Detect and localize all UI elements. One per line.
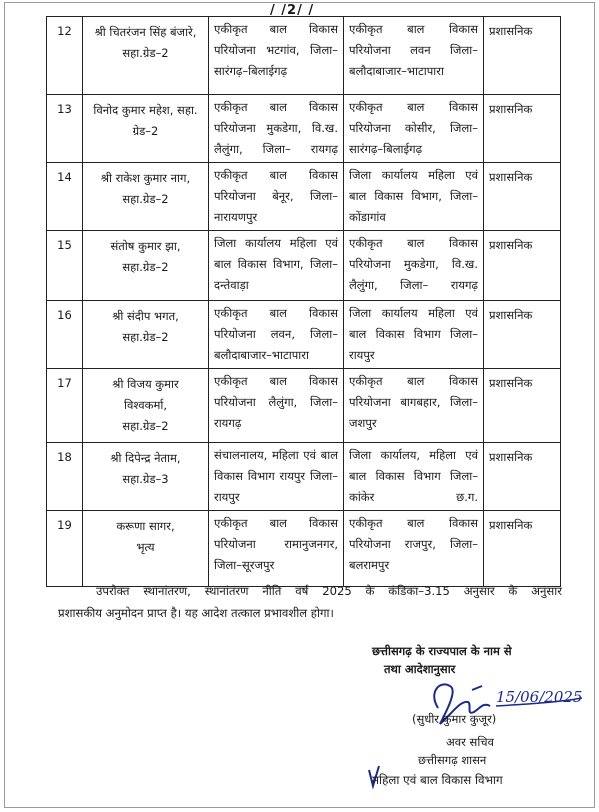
employee-name-line: श्री दिपेन्द्र नेताम, <box>110 451 181 465</box>
current-posting-cell: एकीकृत बाल विकास परियोजना लवन, जिला–बलौदाबाजार–भाटापारा <box>209 301 344 369</box>
new-posting-cell: एकीकृत बाल विकास परियोजना मुकडेगा, वि.ख. लैलुंगा, जिला– रायगढ़ <box>344 231 484 301</box>
table-row <box>47 163 561 231</box>
employee-name-line: श्री संदीप भगत, <box>112 309 179 323</box>
order-paragraph <box>58 580 562 624</box>
table-row <box>47 231 561 301</box>
employee-name-line: विश्वकर्मा, <box>124 398 167 412</box>
serial-number-cell: 15 <box>47 231 83 301</box>
employee-name-line: ग्रेड–2 <box>132 124 159 138</box>
transfer-type-cell: प्रशासनिक <box>484 369 561 443</box>
table-row <box>47 511 561 587</box>
employee-name-line: श्री राकेश कुमार नाग, <box>100 171 191 185</box>
employee-name-cell <box>83 369 209 443</box>
employee-name-line: श्री चितरंजन सिंह बंजारे, <box>94 25 197 39</box>
employee-name-cell <box>83 443 209 511</box>
serial-number-cell: 18 <box>47 443 83 511</box>
table-row <box>47 301 561 369</box>
current-posting-cell: संचालनालय, महिला एवं बाल विकास विभाग रायपुर जिला–रायपुर <box>209 443 344 511</box>
government-name: छत्तीसगढ़ शासन <box>418 753 487 767</box>
employee-name-line: सहा.ग्रेड–2 <box>122 46 169 60</box>
transfer-type-cell: प्रशासनिक <box>484 17 561 95</box>
current-posting-cell: जिला कार्यालय महिला एवं बाल विकास विभाग, जिला– दन्तेवाड़ा <box>209 231 344 301</box>
page-number: / /2/ / <box>270 3 315 18</box>
employee-name-line: भृत्य <box>136 540 155 554</box>
transfer-table <box>46 16 561 587</box>
employee-name-line: संतोष कुमार झा, <box>110 239 181 253</box>
employee-name-cell <box>83 301 209 369</box>
serial-number-cell: 17 <box>47 369 83 443</box>
new-posting-cell: जिला कार्यालय महिला एवं बाल विकास विभाग, जिला–कोंडागांव <box>344 163 484 231</box>
serial-number-cell: 13 <box>47 95 83 163</box>
paragraph-line-2: प्रशासकीय अनुमोदन प्राप्त है। यह आदेश तत्काल प्रभावशील होगा। <box>58 606 334 620</box>
table-row <box>47 17 561 95</box>
current-posting-cell: एकीकृत बाल विकास परियोजना भटगांव, जिला–सारंगढ़–बिलाईगढ़ <box>209 17 344 95</box>
officer-designation: अवर सचिव <box>446 735 494 749</box>
new-posting-cell: एकीकृत बाल विकास परियोजना लवन जिला–बलौदाबाजार–भाटापारा <box>344 17 484 95</box>
new-posting-cell: जिला कार्यालय महिला एवं बाल विकास विभाग जिला–रायपुर <box>344 301 484 369</box>
paragraph-line-1: उपरोक्त स्थानांतरण, स्थानांतरण नीति वर्ष 2025 के कंडिका–3.15 अनुसार के अनुसार <box>96 584 562 598</box>
employee-name-cell <box>83 17 209 95</box>
governor-name-line: छत्तीसगढ़ के राज्यपाल के नाम से <box>372 644 512 658</box>
department-name: महिला एवं बाल विकास विभाग <box>372 773 503 787</box>
table-row <box>47 369 561 443</box>
employee-name-line: सहा.ग्रेड–2 <box>122 192 169 206</box>
current-posting-cell: एकीकृत बाल विकास परियोजना रामानुजनगर, जिला–सूरजपुर <box>209 511 344 587</box>
current-posting-cell: एकीकृत बाल विकास परियोजना लैलुंगा, जिला–रायगढ़ <box>209 369 344 443</box>
signature-date: 15/06/2025 <box>496 688 583 706</box>
by-order-line: तथा आदेशानुसार <box>384 662 456 676</box>
employee-name-line: सहा.ग्रेड–2 <box>122 260 169 274</box>
employee-name-line: सहा.ग्रेड–2 <box>122 330 169 344</box>
table-row <box>47 95 561 163</box>
new-posting-cell: एकीकृत बाल विकास परियोजना बागबहार, जिला– जशपुर <box>344 369 484 443</box>
new-posting-cell: एकीकृत बाल विकास परियोजना राजपुर, जिला–बलरामपुर <box>344 511 484 587</box>
employee-name-cell <box>83 163 209 231</box>
transfer-type-cell: प्रशासनिक <box>484 443 561 511</box>
employee-name-line: करूणा सागर, <box>116 519 175 533</box>
employee-name-line: श्री विजय कुमार <box>112 377 179 391</box>
employee-name-line: सहा.ग्रेड–2 <box>122 419 169 433</box>
serial-number-cell: 19 <box>47 511 83 587</box>
serial-number-cell: 14 <box>47 163 83 231</box>
employee-name-cell <box>83 231 209 301</box>
serial-number-cell: 12 <box>47 17 83 95</box>
transfer-type-cell: प्रशासनिक <box>484 301 561 369</box>
current-posting-cell: एकीकृत बाल विकास परियोजना बेनूर, जिला–नारायणपुर <box>209 163 344 231</box>
transfer-type-cell: प्रशासनिक <box>484 511 561 587</box>
current-posting-cell: एकीकृत बाल विकास परियोजना मुकडेगा, वि.ख. लैलुंगा, जिला– रायगढ़ <box>209 95 344 163</box>
new-posting-cell: एकीकृत बाल विकास परियोजना कोसीर, जिला–सारंगढ़–बिलाईगढ़ <box>344 95 484 163</box>
employee-name-line: सहा.ग्रेड–3 <box>122 472 169 486</box>
employee-name-line: विनोद कुमार महेश, सहा. <box>93 103 198 117</box>
transfer-type-cell: प्रशासनिक <box>484 95 561 163</box>
table-row <box>47 443 561 511</box>
transfer-type-cell: प्रशासनिक <box>484 231 561 301</box>
employee-name-cell <box>83 511 209 587</box>
serial-number-cell: 16 <box>47 301 83 369</box>
officer-name: (सुधीर कुमार कुजूर) <box>412 712 497 726</box>
transfer-type-cell: प्रशासनिक <box>484 163 561 231</box>
employee-name-cell <box>83 95 209 163</box>
new-posting-cell: जिला कार्यालय, महिला एवं बाल विकास विभाग जिला–कांकेर छ.ग. <box>344 443 484 511</box>
